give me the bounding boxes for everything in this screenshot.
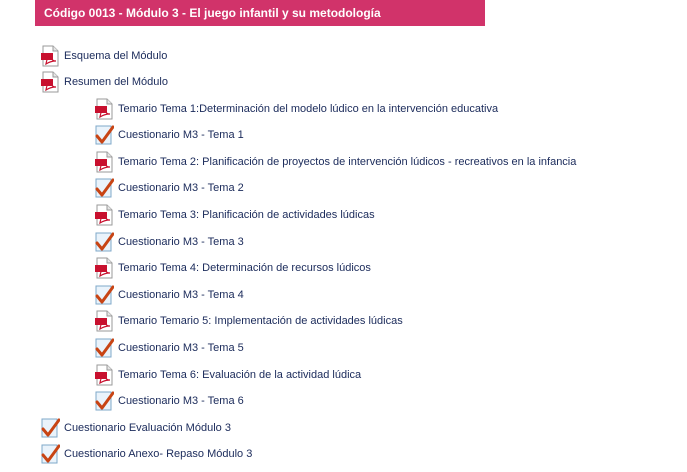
resource-item-tema2[interactable] — [94, 151, 576, 173]
resource-link[interactable]: Temario Tema 3: Planificación de actividades lúdicas — [118, 209, 375, 221]
quiz-link[interactable]: Cuestionario M3 - Tema 5 — [118, 342, 244, 354]
resource-link[interactable]: Temario Tema 1:Determinación del modelo lúdico en la intervención educativa — [118, 103, 499, 115]
resource-link[interactable]: Temario Tema 4: Determinación de recursos lúdicos — [118, 262, 371, 274]
quiz-item-tema2[interactable] — [94, 177, 244, 199]
pdf-icon — [40, 71, 60, 93]
quiz-check-icon — [94, 124, 114, 146]
quiz-check-icon — [40, 443, 60, 465]
quiz-link[interactable]: Cuestionario M3 - Tema 6 — [118, 395, 244, 407]
pdf-icon — [94, 98, 114, 120]
resource-item-esquema[interactable] — [40, 45, 167, 67]
quiz-link[interactable]: Cuestionario Evaluación Módulo 3 — [64, 422, 231, 434]
quiz-check-icon — [94, 390, 114, 412]
resource-link[interactable]: Temario Tema 6: Evaluación de la actividad lúdica — [118, 369, 362, 381]
resource-item-tema3[interactable] — [94, 204, 375, 226]
quiz-item-tema6[interactable] — [94, 390, 244, 412]
pdf-icon — [94, 204, 114, 226]
pdf-icon — [40, 45, 60, 67]
quiz-link[interactable]: Cuestionario M3 - Tema 4 — [118, 289, 244, 301]
resource-link[interactable]: Esquema del Módulo — [64, 50, 168, 62]
quiz-item-tema1[interactable] — [94, 124, 244, 146]
pdf-icon — [94, 364, 114, 386]
pdf-icon — [94, 310, 114, 332]
quiz-check-icon — [94, 177, 114, 199]
quiz-link[interactable]: Cuestionario M3 - Tema 3 — [118, 236, 244, 248]
quiz-link[interactable]: Cuestionario Anexo- Repaso Módulo 3 — [64, 448, 253, 460]
quiz-item-evaluacion[interactable] — [40, 417, 231, 439]
quiz-link[interactable]: Cuestionario M3 - Tema 1 — [118, 129, 244, 141]
pdf-icon — [94, 151, 114, 173]
module-title: Código 0013 - Módulo 3 - El juego infantil y su metodología — [44, 6, 381, 20]
resource-item-resumen[interactable] — [40, 71, 168, 93]
quiz-item-anexo[interactable] — [40, 443, 252, 465]
resource-item-tema1[interactable] — [94, 98, 498, 120]
quiz-check-icon — [94, 231, 114, 253]
quiz-check-icon — [94, 284, 114, 306]
module-header — [35, 0, 485, 26]
resource-item-tema6[interactable] — [94, 364, 361, 386]
quiz-item-tema3[interactable] — [94, 231, 244, 253]
pdf-icon — [94, 257, 114, 279]
resource-item-tema5[interactable] — [94, 310, 403, 332]
resource-link[interactable]: Temario Temario 5: Implementación de actividades lúdicas — [118, 315, 403, 327]
quiz-item-tema4[interactable] — [94, 284, 244, 306]
quiz-check-icon — [40, 417, 60, 439]
resource-link[interactable]: Temario Tema 2: Planificación de proyectos de intervención lúdicos - recreativos en la infancia — [118, 156, 577, 168]
quiz-check-icon — [94, 337, 114, 359]
quiz-link[interactable]: Cuestionario M3 - Tema 2 — [118, 182, 244, 194]
resource-link[interactable]: Resumen del Módulo — [64, 76, 168, 88]
quiz-item-tema5[interactable] — [94, 337, 244, 359]
resource-item-tema4[interactable] — [94, 257, 371, 279]
